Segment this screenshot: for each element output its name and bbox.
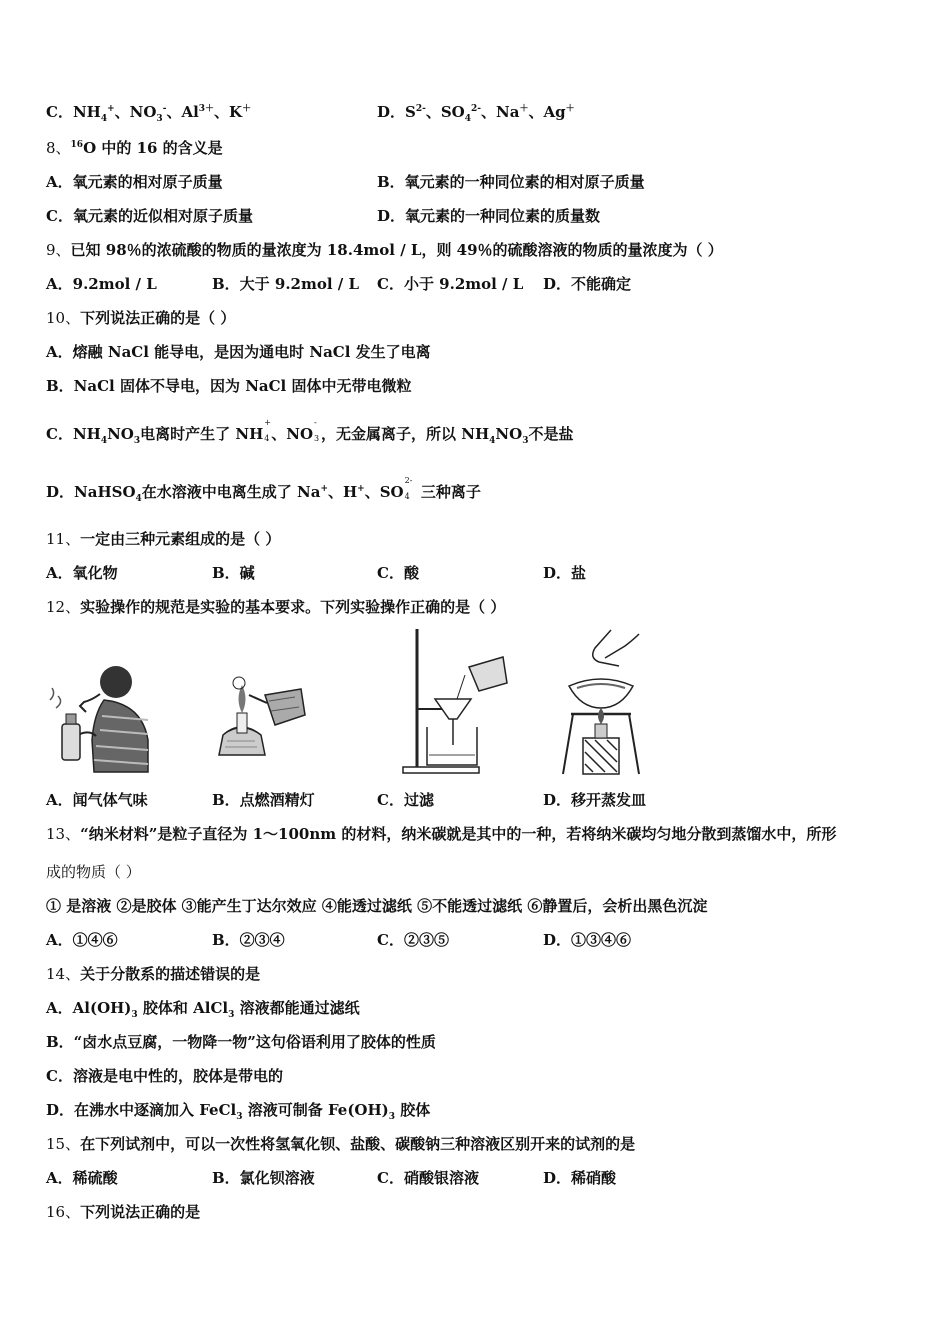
q10-option-b: B．NaCl 固体不导电，因为 NaCl 固体中无带电微粒 [46, 377, 412, 395]
q15-option-d: D．稀硝酸 [543, 1169, 617, 1187]
q11-option-d: D．盐 [543, 564, 587, 582]
q14-option-b: B．“卤水点豆腐，一物降一物”这句俗语利用了胶体的性质 [46, 1033, 436, 1051]
q12-option-d: D．移开蒸发皿 [543, 791, 647, 809]
q15-option-b: B．氯化钡溶液 [212, 1169, 315, 1187]
q11-stem: 11、一定由三种元素组成的是（ ） [46, 530, 281, 548]
q13-option-b: B．②③④ [212, 931, 285, 949]
q9-stem: 9、已知 98％的浓硫酸的物质的量浓度为 18.4mol / L，则 49％的硫酸溶液的物质的量浓度为（ ） [46, 241, 723, 259]
q10-option-d: D．NaHSO$_4$在水溶液中电离生成了 Na+、H+、SO 2- 4 三种离子 [46, 476, 481, 504]
q11-option-c: C．酸 [377, 564, 419, 582]
q12-option-b: B．点燃酒精灯 [212, 791, 315, 809]
q7-option-d: D．$S^{2-}$、$SO_4^{2-}$、Na＋、Ag＋ [377, 103, 575, 124]
q12-stem: 12、实验操作的规范是实验的基本要求。下列实验操作正确的是（ ） [46, 598, 506, 616]
q10-option-c: C．$NH_4NO_3$电离时产生了 NH + 4 、NO - 3 ，无金属离子，所以 $NH_4NO_3$不是盐 [46, 418, 574, 446]
q9-option-c: C．小于 9.2mol / L [377, 275, 524, 293]
q13-option-c: C．②③⑤ [377, 931, 449, 949]
evaporating-dish-figure [555, 628, 645, 776]
q13-stem-line2: 成的物质（ ） [46, 863, 141, 881]
q7-option-c: C．$NH_4^+$、$NO_3^-$、$Al^{3+}$、K＋ [46, 103, 252, 124]
q8-stem: 8、$^{16}$O 中的 16 的含义是 [46, 139, 223, 157]
q15-option-c: C．硝酸银溶液 [377, 1169, 479, 1187]
q10-option-a: A．熔融 NaCl 能导电，是因为通电时 NaCl 发生了电离 [46, 343, 431, 361]
q15-stem: 15、在下列试剂中，可以一次性将氢氧化钡、盐酸、碳酸钠三种溶液区别开来的试剂的是 [46, 1135, 636, 1153]
q10-stem: 10、下列说法正确的是（ ） [46, 309, 236, 327]
q9-option-b: B．大于 9.2mol / L [212, 275, 360, 293]
q9-option-a: A．9.2mol / L [46, 275, 157, 293]
smelling-gas-figure [44, 660, 154, 775]
ammonium-charge-stack: + 4 [264, 418, 271, 443]
q12-option-a: A．闻气体气味 [46, 791, 148, 809]
q8-option-a: A．氧元素的相对原子质量 [46, 173, 223, 191]
q8-option-d: D．氧元素的一种同位素的质量数 [377, 207, 601, 225]
nitrate-charge-stack: - 3 [314, 418, 320, 443]
lighting-alcohol-lamp-figure [205, 655, 315, 775]
q11-option-a: A．氧化物 [46, 564, 118, 582]
q14-option-c: C．溶液是电中性的，胶体是带电的 [46, 1067, 283, 1085]
q13-option-d: D．①③④⑥ [543, 931, 632, 949]
q13-option-a: A．①④⑥ [46, 931, 118, 949]
q8-option-c: C．氧元素的近似相对原子质量 [46, 207, 253, 225]
sulfate-charge-stack: 2- 4 [404, 476, 413, 501]
filtration-figure [395, 627, 515, 777]
q14-option-a: A．$Al(OH)_3$ 胶体和 AlCl$_3$ 溶液都能通过滤纸 [46, 999, 360, 1020]
q15-option-a: A．稀硫酸 [46, 1169, 118, 1187]
q8-option-b: B．氧元素的一种同位素的相对原子质量 [377, 173, 645, 191]
q14-option-d: D．在沸水中逐滴加入 FeCl$_3$ 溶液可制备 $Fe(OH)_3$ 胶体 [46, 1101, 431, 1122]
q16-stem: 16、下列说法正确的是 [46, 1203, 201, 1221]
q13-statements: ① 是溶液 ②是胶体 ③能产生丁达尔效应 ④能透过滤纸 ⑤不能透过滤纸 ⑥静置后，会析出黑色沉淀 [46, 897, 708, 915]
q11-option-b: B．碱 [212, 564, 255, 582]
q14-stem: 14、关于分散系的描述错误的是 [46, 965, 261, 983]
q9-option-d: D．不能确定 [543, 275, 632, 293]
q13-stem-line1: 13、“纳米材料”是粒子直径为 1～100nm 的材料，纳米碳就是其中的一种，若将纳米碳均匀地分散到蒸馏水中，所形 [46, 825, 837, 843]
q12-option-c: C．过滤 [377, 791, 434, 809]
